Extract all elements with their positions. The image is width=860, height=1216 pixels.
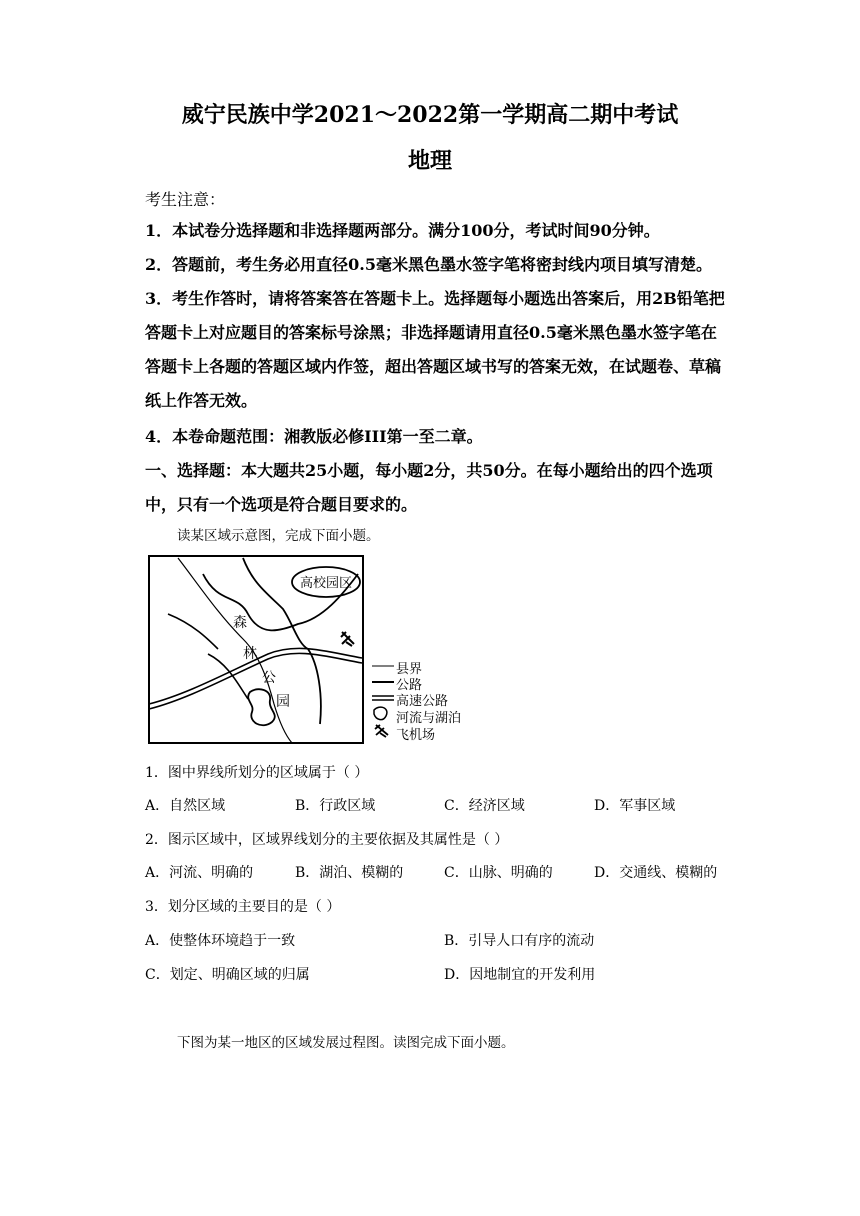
notice-item-1: 1．本试卷分选择题和非选择题两部分。满分100分，考试时间90分钟。	[145, 221, 660, 240]
question-2-stem: 2．图示区域中，区域界线划分的主要依据及其属性是（ ）	[145, 832, 509, 848]
airport-icon	[341, 632, 354, 646]
question-3-stem: 3．划分区域的主要目的是（ ）	[145, 899, 341, 915]
question-1-stem: 1．图中界线所划分的区域属于（ ）	[145, 765, 369, 781]
question-2-option-a[interactable]: A．河流、明确的	[145, 865, 254, 881]
question-3-option-d[interactable]: D．因地制宜的开发利用	[444, 967, 596, 983]
park-label-2: 园	[276, 694, 290, 710]
section-1-line-2: 中，只有一个选项是符合题目要求的。	[145, 495, 418, 514]
subject-title: 地理	[407, 148, 452, 174]
notice-heading: 考生注意：	[145, 190, 226, 209]
notice-item-3-line-3: 答题卡上各题的答题区域内作签，超出答题区域书写的答案无效，在试题卷、草稿	[145, 357, 722, 376]
section-1-line-1: 一、选择题：本大题共25小题，每小题2分，共50分。在每小题给出的四个选项	[145, 461, 713, 480]
map-intro: 读某区域示意图，完成下面小题。	[177, 528, 380, 544]
notice-item-4: 4．本卷命题范围：湘教版必修III第一至二章。	[145, 427, 483, 446]
process-intro: 下图为某一地区的区域发展过程图。读图完成下面小题。	[177, 1035, 515, 1051]
question-2-option-c[interactable]: C．山脉、明确的	[444, 865, 553, 881]
question-1-option-d[interactable]: D．军事区域	[594, 798, 676, 814]
river-4	[208, 654, 248, 699]
legend-road: 公路	[396, 678, 423, 693]
park-label-1: 公	[262, 670, 276, 686]
forest-label-1: 森	[233, 615, 247, 631]
legend-county: 县界	[396, 662, 423, 677]
question-3-option-b[interactable]: B．引导人口有序的流动	[444, 933, 595, 949]
legend-highway: 高速公路	[396, 694, 449, 709]
legend-airport: 飞机场	[396, 728, 436, 743]
question-1-option-a[interactable]: A．自然区域	[145, 798, 226, 814]
notice-item-3-line-2: 答题卡上对应题目的答案标号涂黑；非选择题请用直径0.5毫米黑色墨水签字笔在	[145, 323, 717, 342]
question-3-option-c[interactable]: C．划定、明确区域的归属	[145, 967, 310, 983]
question-1-option-b[interactable]: B．行政区域	[295, 798, 376, 814]
question-3-option-a[interactable]: A．使整体环境趋于一致	[145, 933, 296, 949]
legend-river: 河流与湖泊	[396, 711, 462, 726]
question-2-option-d[interactable]: D．交通线、模糊的	[594, 865, 718, 881]
river-3	[168, 614, 218, 649]
question-2-option-b[interactable]: B．湖泊、模糊的	[295, 865, 404, 881]
notice-item-3-line-1: 3．考生作答时，请将答案答在答题卡上。选择题每小题选出答案后，用2B铅笔把	[145, 289, 725, 308]
legend-airport-icon	[375, 725, 388, 737]
legend-river-symbol	[374, 707, 387, 720]
forest-label-2: 林	[243, 646, 257, 662]
notice-item-3-line-4: 纸上作答无效。	[145, 391, 258, 410]
exam-title: 威宁民族中学2021～2022第一学期高二期中考试	[181, 102, 679, 128]
campus-label: 高校园区	[299, 576, 353, 591]
notice-item-2: 2．答题前，考生务必用直径0.5毫米黑色墨水签字笔将密封线内项目填写清楚。	[145, 255, 712, 274]
question-1-option-c[interactable]: C．经济区域	[444, 798, 525, 814]
